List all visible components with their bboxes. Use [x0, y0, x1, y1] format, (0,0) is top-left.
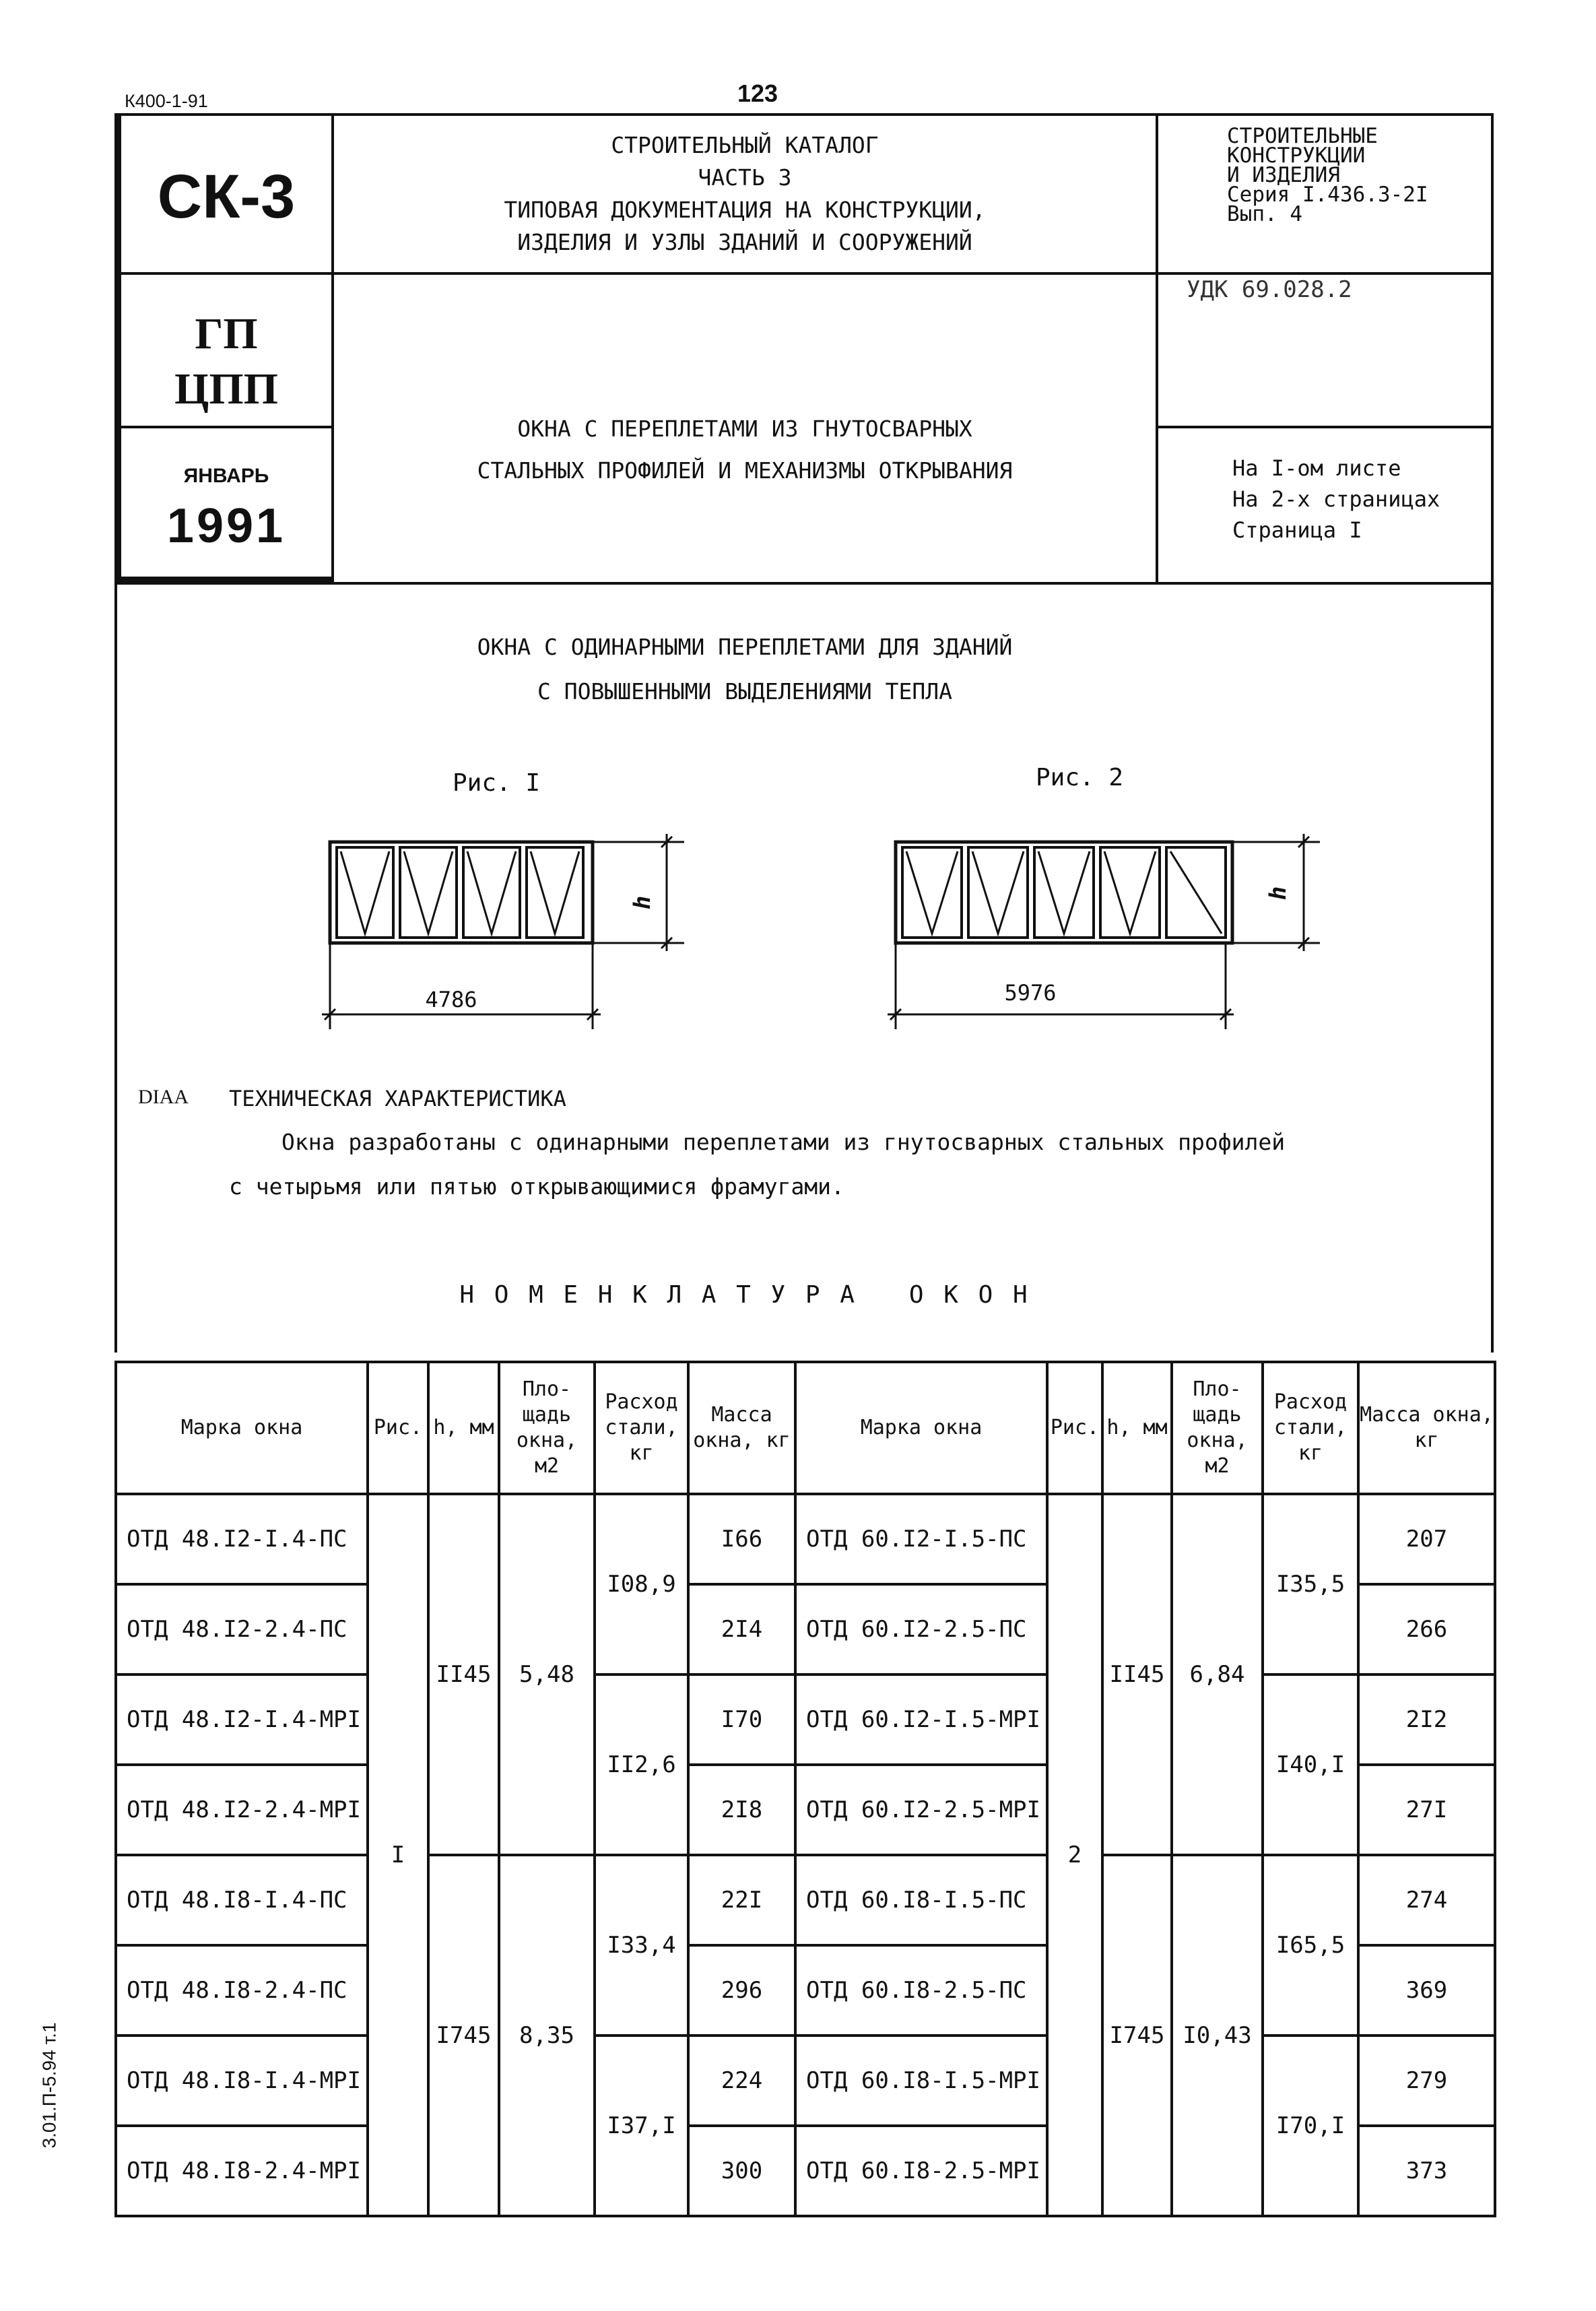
- steel-cell: II2,6: [595, 1674, 688, 1855]
- series-line: И ИЗДЕЛИЯ: [1227, 163, 1340, 187]
- nomenclature-title: Н О М Е Н К Л А Т У Р А О К О Н: [459, 1281, 1030, 1309]
- organization-line: ЦПП: [174, 364, 278, 414]
- section-title: [334, 625, 1156, 714]
- header-steel: Расход стали, кг: [1263, 1362, 1358, 1494]
- mass-cell: 266: [1358, 1584, 1495, 1674]
- table-header-row: [116, 1362, 1495, 1494]
- year: 1991: [166, 499, 286, 553]
- catalog-line: СТРОИТЕЛЬНЫЙ КАТАЛОГ: [611, 132, 879, 158]
- area-cell: 5,48: [499, 1494, 595, 1855]
- h-cell: II45: [1102, 1494, 1172, 1855]
- series-line: Серия I.436.3-2I: [1227, 183, 1428, 207]
- organization: [121, 306, 331, 417]
- header-h: h, мм: [428, 1362, 499, 1494]
- steel-cell: I08,9: [595, 1494, 688, 1674]
- mark-cell: ОТД 60.I2-I.5-МРI: [795, 1674, 1047, 1765]
- mark-cell: ОТД 60.I2-2.5-МРI: [795, 1765, 1047, 1855]
- figure-1-label: Рис. I: [453, 769, 541, 797]
- organization-line: ГП: [195, 309, 258, 358]
- mass-cell: 207: [1358, 1494, 1495, 1584]
- h-cell: I745: [428, 1855, 499, 2216]
- series-line: Вып. 4: [1227, 202, 1302, 226]
- udk-code: УДК 69.028.2: [1187, 276, 1352, 303]
- catalog-line: ИЗДЕЛИЯ И УЗЛЫ ЗДАНИЙ И СООРУЖЕНИЙ: [517, 229, 972, 255]
- mass-cell: 369: [1358, 1945, 1495, 2036]
- header-fig: Рис.: [368, 1362, 428, 1494]
- tech-prefix: DIAA: [138, 1086, 189, 1108]
- figure-1-height-label: h: [629, 895, 657, 910]
- steel-cell: I35,5: [1263, 1494, 1358, 1674]
- mass-cell: I70: [688, 1674, 795, 1765]
- area-cell: I0,43: [1172, 1855, 1263, 2216]
- mark-cell: ОТД 48.I2-2.4-ПС: [116, 1584, 368, 1674]
- fig-cell: I: [368, 1494, 428, 2216]
- fig-cell: 2: [1047, 1494, 1102, 2216]
- mass-cell: 224: [688, 2036, 795, 2126]
- section-title-line: ОКНА С ОДИНАРНЫМИ ПЕРЕПЛЕТАМИ ДЛЯ ЗДАНИЙ: [477, 634, 1013, 660]
- figure-2-label: Рис. 2: [1036, 764, 1124, 791]
- page-number: 123: [737, 79, 778, 107]
- section-title-line: С ПОВЫШЕННЫМИ ВЫДЕЛЕНИЯМИ ТЕПЛА: [537, 678, 952, 705]
- header-mass: Масса окна, кг: [1358, 1362, 1495, 1494]
- header-area: Пло-щадь окна, м2: [1172, 1362, 1263, 1494]
- margin-note: 3.01.П-5.94 т.1: [38, 2022, 60, 2149]
- mark-cell: ОТД 48.I8-2.4-МРI: [116, 2126, 368, 2216]
- tech-text-line-1: Окна разработаны с одинарными переплетами из гнутосварных стальных профилей: [281, 1129, 1286, 1155]
- mark-cell: ОТД 60.I8-2.5-ПС: [795, 1945, 1047, 2036]
- header-area: Пло-щадь окна, м2: [499, 1362, 595, 1494]
- mark-cell: ОТД 48.I8-I.4-ПС: [116, 1855, 368, 1945]
- catalog-heading: [334, 129, 1156, 259]
- sheet-info: [1232, 453, 1440, 546]
- table-row: [116, 1494, 1495, 1584]
- header-mass: Масса окна, кг: [688, 1362, 795, 1494]
- mark-cell: ОТД 48.I8-I.4-МРI: [116, 2036, 368, 2126]
- sheet-info-line: На 2-х страницах: [1232, 486, 1440, 512]
- series-line: КОНСТРУКЦИИ: [1227, 143, 1366, 168]
- tech-heading: ТЕХНИЧЕСКАЯ ХАРАКТЕРИСТИКА: [229, 1086, 566, 1111]
- month: ЯНВАРЬ: [183, 465, 269, 487]
- header-h: h, мм: [1102, 1362, 1172, 1494]
- area-cell: 6,84: [1172, 1494, 1263, 1855]
- mark-cell: ОТД 48.I2-I.4-МРI: [116, 1674, 368, 1765]
- sheet-info-line: На I-ом листе: [1232, 455, 1401, 481]
- mass-cell: 279: [1358, 2036, 1495, 2126]
- mark-cell: ОТД 48.I2-I.4-ПС: [116, 1494, 368, 1584]
- figure-1-width-label: 4786: [425, 987, 477, 1012]
- title-line: СТАЛЬНЫХ ПРОФИЛЕЙ И МЕХАНИЗМЫ ОТКРЫВАНИЯ: [477, 457, 1013, 484]
- mark-cell: ОТД 48.I8-2.4-ПС: [116, 1945, 368, 2036]
- area-cell: 8,35: [499, 1855, 595, 2216]
- tech-text-line-2: с четырьмя или пятью открывающимися фрамугами.: [229, 1173, 844, 1200]
- catalog-line: ЧАСТЬ 3: [698, 164, 792, 191]
- steel-cell: I40,I: [1263, 1674, 1358, 1855]
- steel-cell: I37,I: [595, 2036, 688, 2216]
- mark-cell: ОТД 60.I2-I.5-ПС: [795, 1494, 1047, 1584]
- document-title: [334, 408, 1156, 492]
- series-line: СТРОИТЕЛЬНЫЕ: [1227, 124, 1378, 148]
- h-cell: I745: [1102, 1855, 1172, 2216]
- mass-cell: 274: [1358, 1855, 1495, 1945]
- mass-cell: 2I2: [1358, 1674, 1495, 1765]
- steel-cell: I33,4: [595, 1855, 688, 2036]
- mass-cell: 373: [1358, 2126, 1495, 2216]
- mass-cell: 2I8: [688, 1765, 795, 1855]
- window-figure-2: [882, 828, 1327, 1031]
- mass-cell: 2I4: [688, 1584, 795, 1674]
- mark-cell: ОТД 48.I2-2.4-МРI: [116, 1765, 368, 1855]
- header-mark: Марка окна: [795, 1362, 1047, 1494]
- mass-cell: 296: [688, 1945, 795, 2036]
- table-row: [116, 1855, 1495, 1945]
- header-steel: Расход стали, кг: [595, 1362, 688, 1494]
- figure-2-height-label: h: [1265, 886, 1292, 901]
- sk-label: СК-3: [157, 162, 296, 231]
- mark-cell: ОТД 60.I2-2.5-ПС: [795, 1584, 1047, 1674]
- table-row: [116, 1674, 1495, 1765]
- steel-cell: I70,I: [1263, 2036, 1358, 2216]
- mass-cell: 27I: [1358, 1765, 1495, 1855]
- catalog-line: ТИПОВАЯ ДОКУМЕНТАЦИЯ НА КОНСТРУКЦИИ,: [504, 197, 986, 223]
- sheet-info-line: Страница I: [1232, 517, 1362, 543]
- mass-cell: I66: [688, 1494, 795, 1584]
- mass-cell: 22I: [688, 1855, 795, 1945]
- title-line: ОКНА С ПЕРЕПЛЕТАМИ ИЗ ГНУТОСВАРНЫХ: [517, 416, 972, 442]
- mark-cell: ОТД 60.I8-I.5-ПС: [795, 1855, 1047, 1945]
- series-block: [1227, 124, 1428, 226]
- mark-cell: ОТД 60.I8-I.5-МРI: [795, 2036, 1047, 2126]
- table-row: [116, 2036, 1495, 2126]
- mass-cell: 300: [688, 2126, 795, 2216]
- mark-cell: ОТД 60.I8-2.5-МРI: [795, 2126, 1047, 2216]
- nomenclature-table: [114, 1361, 1496, 2217]
- document-code: К400-1-91: [125, 91, 208, 111]
- header-fig: Рис.: [1047, 1362, 1102, 1494]
- h-cell: II45: [428, 1494, 499, 1855]
- steel-cell: I65,5: [1263, 1855, 1358, 2036]
- figure-2-width-label: 5976: [1004, 980, 1057, 1006]
- header-mark: Марка окна: [116, 1362, 368, 1494]
